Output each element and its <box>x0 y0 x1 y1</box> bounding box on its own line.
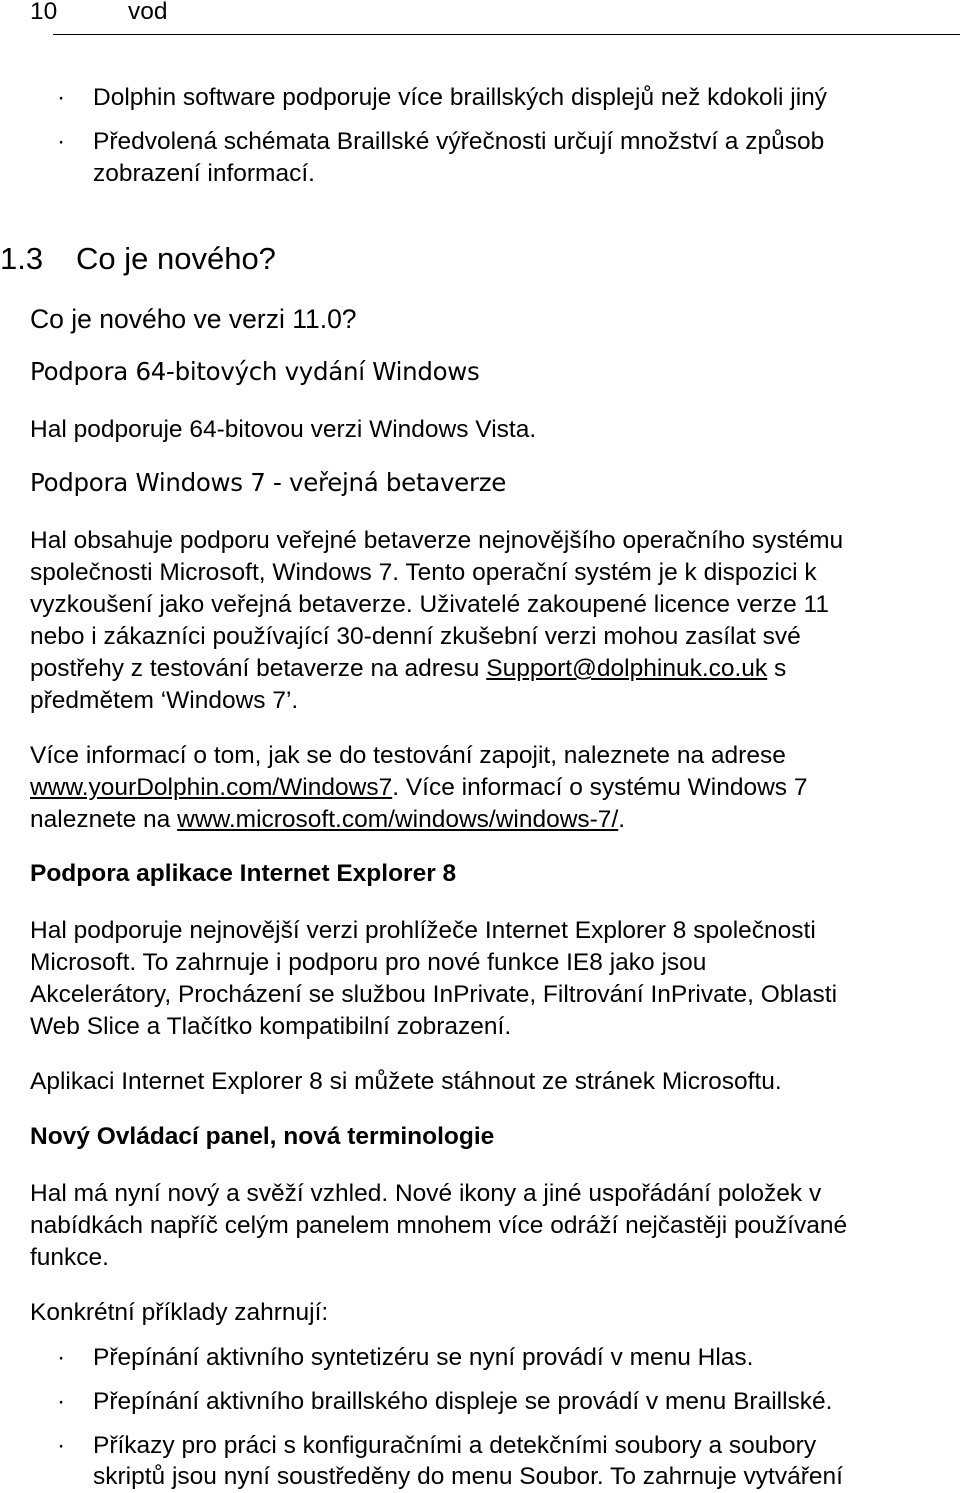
bullet-text: Přepínání aktivního syntetizéru se nyní provádí v menu Hlas. <box>93 1344 754 1371</box>
win7-p2-text: naleznete na <box>30 806 178 833</box>
bullet-text-continued: zobrazení informací. <box>93 160 315 187</box>
support-email-link[interactable]: Support@dolphinuk.co.uk <box>486 655 768 682</box>
win7-p1-line: vyzkoušení jako veřejná betaverze. Uživatelé zakoupené licence verze 11 <box>30 591 829 618</box>
win7-p1-text: postřehy z testování betaverze na adresu <box>30 655 487 682</box>
win7-p1-line: předmětem ‘Windows 7’. <box>30 687 299 714</box>
control-panel-p1-line: nabídkách napříč celým panelem mnohem více odráží nejčastěji používané <box>30 1212 848 1239</box>
win7-p2-line: Více informací o tom, jak se do testování zapojit, naleznete na adrese <box>30 742 786 769</box>
win7-p1-line: nebo i zákazníci používající 30-denní zkušební verzi mohou zasílat své <box>30 623 801 650</box>
ie8-p1-line: Microsoft. To zahrnuje i podporu pro nové funkce IE8 jako jsou <box>30 949 707 976</box>
ie8-p1-line: Web Slice a Tlačítko kompatibilní zobrazení. <box>30 1013 512 1040</box>
win7-p2-text: . Více informací o systému Windows 7 <box>392 774 808 801</box>
ie8-p1-line: Hal podporuje nejnovější verzi prohlížeče Internet Explorer 8 společnosti <box>30 917 816 944</box>
win64-heading: Podpora 64-bitových vydání Windows <box>30 357 480 386</box>
chapter-title: vod <box>128 0 168 25</box>
win7-p2-text: . <box>618 806 626 833</box>
section-number: 1.3 <box>0 241 44 276</box>
bullet-text: Přepínání aktivního braillského displeje se provádí v menu Braillské. <box>93 1388 833 1415</box>
bullet-marker: · <box>57 1388 66 1415</box>
examples-intro: Konkrétní příklady zahrnují: <box>30 1299 329 1326</box>
bullet-marker: · <box>57 1432 66 1459</box>
control-panel-heading: Nový Ovládací panel, nová terminologie <box>30 1123 495 1150</box>
bullet-text-continued: skriptů jsou nyní soustředěny do menu Soubor. To zahrnuje vytváření <box>93 1463 843 1490</box>
yourdolphin-link[interactable]: www.yourDolphin.com/Windows7 <box>30 774 393 801</box>
header-rule <box>53 34 960 35</box>
control-panel-p1-line: funkce. <box>30 1244 109 1271</box>
win7-heading: Podpora Windows 7 - veřejná betaverze <box>30 468 507 497</box>
bullet-marker: · <box>57 128 66 155</box>
bullet-text: Předvolená schémata Braillské výřečnosti určují množství a způsob <box>93 128 825 155</box>
win7-p1-line: Hal obsahuje podporu veřejné betaverze nejnovějšího operačního systému <box>30 527 844 554</box>
win7-p1-line <box>30 653 786 685</box>
bullet-text: Dolphin software podporuje více braillských displejů než kdokoli jiný <box>93 84 828 111</box>
win7-p2-line <box>30 804 625 836</box>
ie8-heading: Podpora aplikace Internet Explorer 8 <box>30 860 457 887</box>
win7-p2-line <box>30 772 807 804</box>
ie8-p1-line: Akcelerátory, Procházení se službou InPrivate, Filtrování InPrivate, Oblasti <box>30 981 838 1008</box>
bullet-marker: · <box>57 1344 66 1371</box>
ie8-p2: Aplikaci Internet Explorer 8 si můžete stáhnout ze stránek Microsoftu. <box>30 1068 782 1095</box>
win7-p1-line: společnosti Microsoft, Windows 7. Tento operační systém je k dispozici k <box>30 559 817 586</box>
microsoft-link[interactable]: www.microsoft.com/windows/windows-7/ <box>177 806 619 833</box>
win7-p1-text: s <box>767 655 787 682</box>
page-number: 10 <box>30 0 58 25</box>
bullet-text: Příkazy pro práci s konfiguračními a detekčními soubory a soubory <box>93 1432 817 1459</box>
control-panel-p1-line: Hal má nyní nový a svěží vzhled. Nové ikony a jiné uspořádání položek v <box>30 1180 822 1207</box>
version-heading: Co je nového ve verzi 11.0? <box>30 304 357 334</box>
bullet-marker: · <box>57 84 66 111</box>
section-title: Co je nového? <box>76 241 276 276</box>
win64-text: Hal podporuje 64-bitovou verzi Windows Vista. <box>30 416 537 443</box>
